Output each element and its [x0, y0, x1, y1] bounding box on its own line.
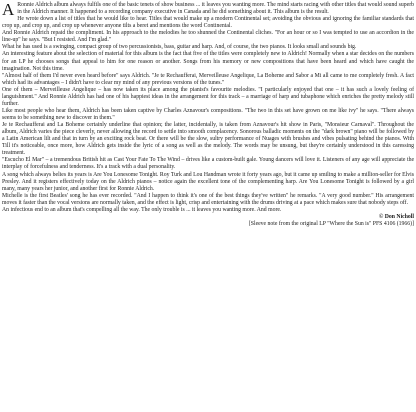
- paragraph: He wrote down a list of titles that he would like to hear. Titles that would make up a modern Continental set; avoiding the obvious and ignoring the familiar standards that crop up, and crop up, and crop up whenever anyone tilts a beret and mentions the word Continental.: [2, 16, 414, 30]
- signature: © Don Nicholl: [379, 213, 414, 220]
- paragraph-text: Ronnie Aldrich album always fulfils one of the basic tenets of show business ... it leaves you wanting more. The mind starts racing with other titles that would sound superb in the Aldrich manner. It happened to a recording company executive in Canada and he did something about it. This album is the result.: [17, 2, 414, 16]
- paragraph: And Ronnie Aldrich repaid the compliment. In his approach to the melodies he too shunned the Continental cliches. "For an hour or so I was tempted to use an accordion in the line-up" he says. "But I resisted. And I'm glad.": [2, 30, 414, 44]
- paragraph: What he has used is a swinging, compact group of two percussionists, bass, guitar and harp. And, of course, the two pianos. It looks small and sounds big.: [2, 44, 357, 51]
- paragraph: One of them – Merveilleuse Angelique – has now taken its place among the pianist's favourite melodies. "I particularly enjoyed that one – it has such a lovely feeling of languishment." And Ronnie Aldrich has had one of his happiest ideas in the arrangement for this track – a marriage of harp and tubaphone which enriches the pretty melody still further.: [2, 86, 414, 107]
- sleeve-notes: [2, 2, 414, 228]
- source-note: [Sleeve note from the original LP "Where the Sun is" PFS 4106 (1966)]: [248, 220, 414, 227]
- paragraph: Je te Rechaufferai and La Boheme certainly underline that opinion; the latter, incidentally, is taken from Aznavour's hit show in Paris, "Monsieur Carnaval". Throughout the album, Aldrich varies the piece cleverly, never allowing the record to settle into smooth complacency. Sonorous balladic moments on the "dark brown" piano will be followed by a Latin American lilt and that in turn by an exciting rock beat. Or there will be the slow, sultry performance of Nuages with brushes and vibes pulsating behind the pianos. With Till it's noticeable, once more, how Aldrich gets inside the lyric of a song as well as the melody. The words may be unsung, but they're certainly understood in this caressing treatment.: [2, 122, 414, 157]
- paragraph: "Escucho El Mar" – a tremendous British hit as Cast Your Fate To The Wind – drives like a custom-built gale. Young dancers will love it. Listeners of any age will appreciate the interplay of forcefulness and tenderness. It's a track with a dual personality.: [2, 157, 414, 171]
- paragraph: "Almost half of them I'd never even heard before" says Aldrich. "Je te Rechaufferai, Merveilleuse Angelique, La Boheme and Sabor a Mi all came to me completely fresh. A fact which had its advantages – I didn't have to clear my mind of any previous versions of the tunes.": [2, 72, 414, 86]
- signature-line: [2, 214, 414, 221]
- paragraph: An infectious end to an album that's compelling all the way. The only trouble is ... it leaves you wanting more. And more.: [2, 206, 282, 213]
- paragraph: An interesting feature about the selection of material for this album is the fact that five of the titles were completely new to Aldrich! Normally when a star decides on the numbers for an LP he chooses songs that appeal to him for one reason or another. Songs from his memory or new compositions that have been heard and which have caught the imagination. Not this time.: [2, 51, 414, 72]
- paragraph: Like most people who hear them, Aldrich has been taken captive by Charles Aznavour's compositions. "The two in this set have grown on me like ivy" he says. "There always seems to be something new to discover in them.": [2, 107, 414, 121]
- paragraph: Michelle is the first Beatles' song he has ever recorded. "And I happen to think it's one of the best things they've written" he remarks. "A very good number." His arrangement moves it faster than the vocal versions are normally taken, and the effect is light, crisp and entertaining with the drums driving at a pace which makes sure that nobody steps off.: [2, 192, 414, 206]
- paragraph-intro: [2, 0, 414, 19]
- drop-cap: A: [2, 0, 15, 19]
- paragraph: A song which always belies its years is Are You Lonesome Tonight. Roy Turk and Lou Handman wrote it forty years ago, but it came up smiling to make a million-seller for Elvis Presley. And it registers effectively today on the Aldrich pianos – notice again the excellent tone of the complementing harp. Are You Lonesome Tonight is followed by a girl many, many years her junior, and another first for Ronnie Aldrich.: [2, 171, 414, 192]
